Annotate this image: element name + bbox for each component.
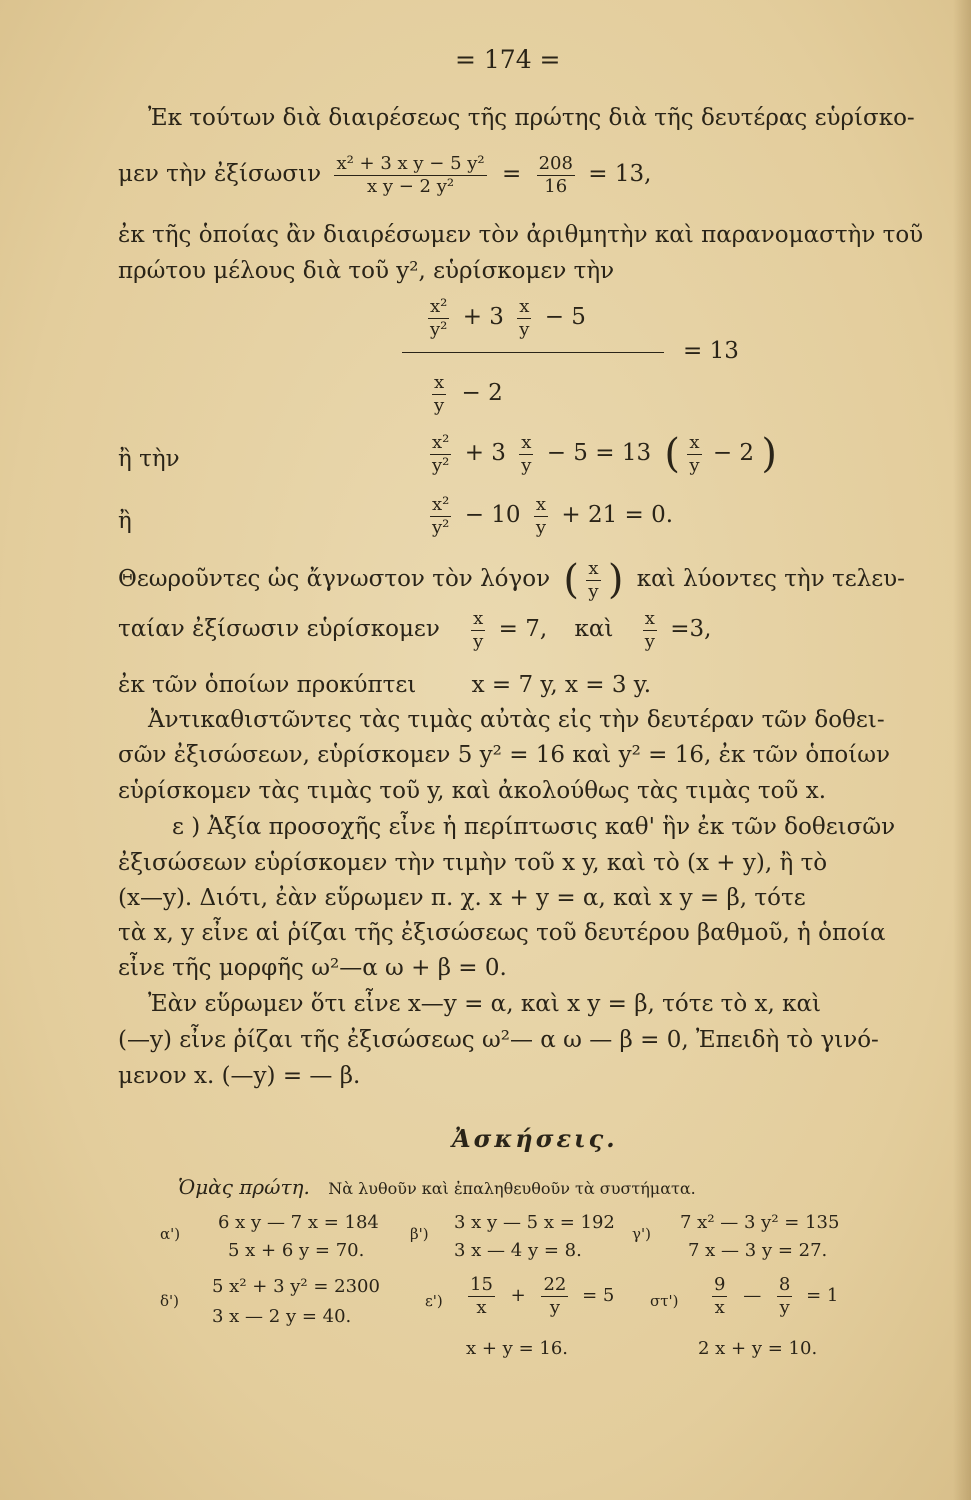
- number-fraction: [537, 153, 575, 197]
- x-over-y: [586, 558, 600, 602]
- para2-line1-text: Θεωροῦντες ὡς ἄγνωστον τὸν λόγον: [118, 566, 551, 592]
- compound-rhs: = 13: [683, 338, 739, 364]
- para3-line1: Ἀντικαθιστῶντες τὰς τιμὰς αὐτὰς εἰς τὴν δευτέραν τῶν δοθει-: [148, 707, 885, 733]
- x2-over-y2: [430, 494, 451, 538]
- para5-line3: μενον x. (—y) = — β.: [118, 1063, 361, 1089]
- exercise-a-eq1: 6 x y — 7 x = 184: [218, 1212, 379, 1233]
- x-squared: x²: [430, 494, 451, 517]
- para3-line3: εὑρίσκομεν τὰς τιμὰς τοῦ y, καὶ ἀκολούθως τὰς τιμὰς τοῦ x.: [118, 778, 827, 804]
- y-var: y: [434, 394, 445, 416]
- exercise-g-eq1: 7 x² — 3 y² = 135: [680, 1212, 840, 1233]
- xy-relations: x = 7 y, x = 3 y.: [471, 672, 652, 698]
- fraction-denominator: 16: [544, 175, 568, 197]
- fraction-numerator: 22: [543, 1274, 567, 1295]
- x-over-y: [517, 296, 531, 340]
- exercise-d-eq1: 5 x² + 3 y² = 2300: [212, 1276, 380, 1297]
- para4-line1: ε ) Ἀξία προσοχῆς εἶνε ἡ περίπτωσις καθ' ἣν ἐκ τῶν δοθεισῶν: [172, 814, 896, 840]
- para4-line5: εἶνε τῆς μορφῆς ω²—α ω + β = 0.: [118, 955, 507, 981]
- para2-line1: [118, 556, 905, 604]
- minus-sign: —: [743, 1285, 762, 1307]
- x-over-y: [432, 372, 446, 416]
- exercise-g-eq2: 7 x — 3 y = 27.: [688, 1240, 828, 1261]
- x-var: x: [471, 608, 485, 631]
- para5-line2: (—y) εἶνε ῥίζαι τῆς ἐξισώσεως ω²— α ω — β = 0, Ἐπειδὴ τὸ γινό-: [118, 1027, 879, 1053]
- x-squared: x²: [428, 296, 449, 319]
- para4-line2: ἐξισώσεων εὑρίσκομεν τὴν τιμὴν τοῦ x y, καὶ τὸ (x + y), ἢ τὸ: [118, 850, 828, 876]
- x2-over-y2: [428, 296, 449, 340]
- fraction-numerator: 208: [538, 153, 573, 174]
- x-var: x: [519, 432, 533, 455]
- fifteen-over-x: [468, 1274, 495, 1318]
- x-over-y: [534, 494, 548, 538]
- page-number: = 174 =: [455, 45, 561, 74]
- fraction-denominator: x: [714, 1296, 725, 1318]
- solution-1: = 7,: [498, 616, 548, 643]
- fraction-denominator: y: [549, 1296, 560, 1318]
- para1-line3: ἐκ τῆς ὁποίας ἂν διαιρέσωμεν τὸν ἀριθμητὴν καὶ παρανομαστὴν τοῦ: [118, 222, 924, 248]
- close-paren: ): [607, 557, 624, 603]
- minus-two: − 2: [712, 440, 755, 466]
- eq2-label: ἢ τὴν: [118, 446, 180, 472]
- equation-rhs: = 1: [806, 1285, 839, 1307]
- y-var: y: [473, 630, 484, 652]
- exercise-st-label: στ'): [650, 1292, 679, 1310]
- exercise-b-eq1: 3 x y — 5 x = 192: [454, 1212, 615, 1233]
- ratio-fraction: [334, 153, 486, 197]
- group-instructions: Νὰ λυθοῦν καὶ ἐπαληθευθοῦν τὰ συστήματα.: [328, 1179, 696, 1198]
- para4-line4: τὰ x, y εἶνε αἱ ῥίζαι τῆς ἐξισώσεως τοῦ δευτέρου βαθμοῦ, ἡ ὁποία: [118, 920, 886, 946]
- exercise-d-eq2: 3 x — 2 y = 40.: [212, 1306, 352, 1327]
- open-paren: (: [664, 431, 681, 477]
- x-var: x: [643, 608, 657, 631]
- para3-line2: σῶν ἐξισώσεων, εὑρίσκομεν 5 y² = 16 καὶ y² = 16, ἐκ τῶν ὁποίων: [118, 742, 890, 768]
- para2-line2-text: ταίαν ἐξίσωσιν εὑρίσκομεν: [118, 616, 440, 643]
- para1-line2: [118, 153, 651, 197]
- solution-2: =3,: [670, 616, 712, 643]
- fraction-denominator: y: [779, 1296, 790, 1318]
- plus-three: + 3: [462, 304, 504, 331]
- twentytwo-over-y: [541, 1274, 568, 1318]
- exercise-g-label: γ'): [632, 1225, 651, 1243]
- eq3: [430, 494, 673, 538]
- x-squared: x²: [430, 432, 451, 455]
- fraction-numerator: 15: [470, 1274, 493, 1295]
- exercise-st-eq1: [712, 1274, 838, 1318]
- equals-sign: =: [501, 161, 522, 188]
- y-var: y: [588, 580, 599, 602]
- x-over-y: [687, 432, 701, 476]
- ratio-numerator: x² + 3 x y − 5 y²: [336, 153, 485, 174]
- exercises-heading: Ἀσκήσεις.: [452, 1124, 618, 1153]
- para2-line1-end: καὶ λύοντες τὴν τελευ-: [636, 566, 905, 592]
- eq2-tail: − 5 = 13: [546, 440, 652, 466]
- eq3-tail: + 21 = 0.: [561, 502, 674, 529]
- ratio-result: = 13,: [588, 161, 652, 188]
- x2-over-y2: [430, 432, 451, 476]
- minus-ten: − 10: [464, 502, 521, 529]
- exercise-st-eq2: 2 x + y = 10.: [698, 1338, 818, 1359]
- fraction-denominator: x: [476, 1296, 487, 1318]
- exercise-b-eq2: 3 x — 4 y = 8.: [454, 1240, 582, 1261]
- para1-line1: Ἐκ τούτων διὰ διαιρέσεως τῆς πρώτης διὰ τῆς δευτέρας εὑρίσκο-: [148, 105, 915, 131]
- ratio-denominator: x y − 2 y²: [366, 175, 455, 197]
- compound-fraction-bar: [402, 352, 664, 353]
- nine-over-x: [712, 1274, 727, 1318]
- exercise-d-label: δ'): [160, 1292, 180, 1310]
- x-var: x: [534, 494, 548, 517]
- exercise-a-label: α'): [160, 1225, 181, 1243]
- plus-three: + 3: [464, 440, 506, 466]
- x-over-y: [471, 608, 485, 652]
- open-paren: (: [563, 557, 580, 603]
- compound-numerator: [428, 296, 586, 340]
- close-paren: ): [761, 431, 777, 477]
- y-squared: y²: [432, 454, 450, 476]
- para1-line4: πρώτου μέλους διὰ τοῦ y², εὑρίσκομεν τὴν: [118, 258, 615, 284]
- x-var: x: [517, 296, 531, 319]
- para2-line2: [118, 608, 711, 652]
- exercise-e-label: ε'): [425, 1292, 443, 1310]
- y-squared: y²: [430, 318, 448, 340]
- group-title: Ὁμὰς πρώτη.: [178, 1175, 310, 1199]
- page-edge-shadow: [953, 0, 971, 1500]
- y-var: y: [521, 454, 532, 476]
- x-over-y: [519, 432, 533, 476]
- y-var: y: [689, 454, 700, 476]
- exercise-b-label: β'): [410, 1225, 429, 1243]
- y-var: y: [519, 318, 530, 340]
- exercise-group-header: [178, 1175, 696, 1199]
- compound-denominator: [432, 372, 503, 416]
- plus-sign: +: [510, 1285, 526, 1307]
- x-over-y: [643, 608, 657, 652]
- para2-line3-text: ἐκ τῶν ὁποίων προκύπτει: [118, 672, 417, 698]
- minus-two: − 2: [461, 380, 503, 407]
- equation-rhs: = 5: [582, 1285, 615, 1307]
- para1-line2-text: μεν τὴν ἐξίσωσιν: [118, 161, 322, 188]
- eq2: [430, 430, 777, 478]
- fraction-numerator: 8: [778, 1274, 791, 1295]
- y-var: y: [535, 516, 547, 538]
- kai-word: καὶ: [574, 616, 614, 643]
- y-var: y: [644, 630, 655, 652]
- exercise-e-eq2: x + y = 16.: [466, 1338, 568, 1359]
- para4-line3: (x—y). Διότι, ἐὰν εὕρωμεν π. χ. x + y = α, καὶ x y = β, τότε: [118, 885, 806, 911]
- x-var: x: [687, 432, 701, 455]
- exercise-a-eq2: 5 x + 6 y = 70.: [228, 1240, 365, 1261]
- fraction-numerator: 9: [714, 1274, 726, 1295]
- eq3-label: ἢ: [118, 508, 132, 534]
- minus-five: − 5: [544, 304, 586, 331]
- x-var: x: [432, 372, 446, 395]
- y-squared: y²: [432, 516, 450, 538]
- para2-line3: [118, 672, 651, 700]
- eight-over-y: [777, 1274, 792, 1318]
- exercise-e-eq1: [468, 1274, 614, 1318]
- x-var: x: [586, 558, 600, 581]
- para5-line1: Ἐὰν εὕρωμεν ὅτι εἶνε x—y = α, καὶ x y = β, τότε τὸ x, καὶ: [148, 991, 822, 1017]
